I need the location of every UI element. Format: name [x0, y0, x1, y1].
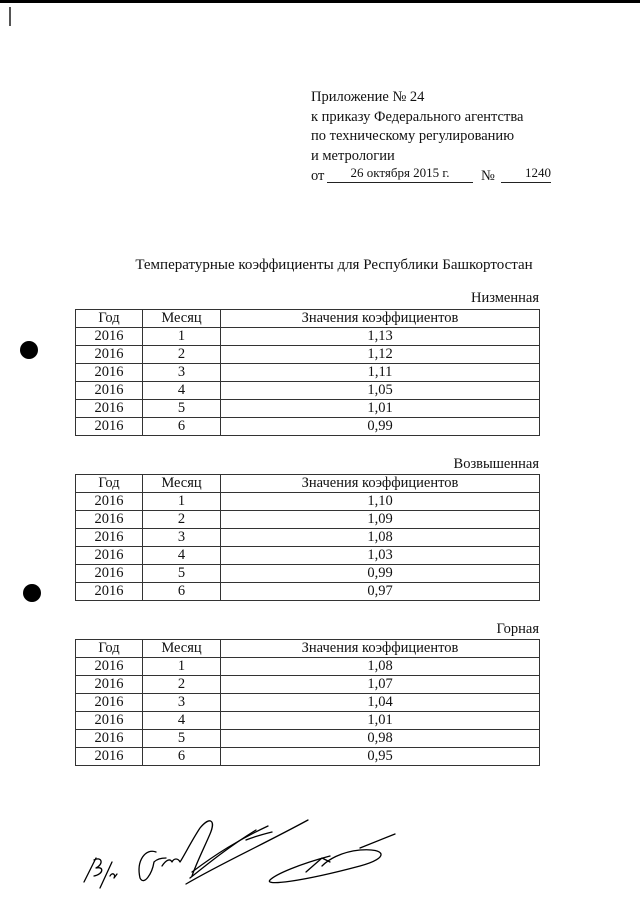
table-row [76, 511, 540, 529]
table-row [76, 694, 540, 712]
coefficients-table-lowland [75, 309, 540, 436]
cell-year: 2016 [76, 730, 143, 748]
cell-year: 2016 [76, 583, 143, 601]
cell-value: 0,95 [221, 748, 540, 766]
table-row [76, 400, 540, 418]
cell-year: 2016 [76, 712, 143, 730]
cell-year: 2016 [76, 511, 143, 529]
cell-year: 2016 [76, 748, 143, 766]
cell-month: 3 [143, 529, 221, 547]
date-prefix: от [311, 168, 325, 184]
order-number: 1240 [501, 163, 551, 183]
cell-year: 2016 [76, 676, 143, 694]
cell-value: 1,12 [221, 346, 540, 364]
table-row [76, 418, 540, 436]
cell-month: 6 [143, 748, 221, 766]
section-label-lowland: Низменная [471, 290, 539, 306]
cell-month: 5 [143, 400, 221, 418]
appendix-line: к приказу Федерального агентства [311, 108, 524, 125]
section-label-upland: Возвышенная [453, 456, 539, 472]
cell-value: 1,09 [221, 511, 540, 529]
table-row [76, 346, 540, 364]
scan-margin-mark [9, 7, 11, 26]
cell-value: 1,01 [221, 712, 540, 730]
cell-year: 2016 [76, 346, 143, 364]
cell-month: 1 [143, 328, 221, 346]
punch-hole-icon [20, 341, 38, 359]
table-row [76, 730, 540, 748]
signature [60, 800, 400, 905]
table-header-row [76, 640, 540, 658]
cell-year: 2016 [76, 658, 143, 676]
column-header-year: Год [76, 475, 143, 493]
appendix-line: и метрологии [311, 147, 395, 164]
cell-value: 0,98 [221, 730, 540, 748]
cell-value: 1,13 [221, 328, 540, 346]
column-header-month: Месяц [143, 310, 221, 328]
appendix-line: Приложение № 24 [311, 89, 425, 105]
column-header-year: Год [76, 310, 143, 328]
table-row [76, 748, 540, 766]
cell-month: 3 [143, 694, 221, 712]
table-row [76, 565, 540, 583]
cell-month: 2 [143, 676, 221, 694]
cell-value: 1,03 [221, 547, 540, 565]
order-date: 26 октября 2015 г. [327, 163, 473, 183]
punch-hole-icon [23, 584, 41, 602]
table-row [76, 547, 540, 565]
column-header-month: Месяц [143, 475, 221, 493]
table-row [76, 364, 540, 382]
cell-month: 4 [143, 712, 221, 730]
cell-value: 1,10 [221, 493, 540, 511]
cell-value: 1,04 [221, 694, 540, 712]
cell-value: 0,97 [221, 583, 540, 601]
cell-month: 4 [143, 547, 221, 565]
column-header-value: Значения коэффициентов [221, 475, 540, 493]
cell-month: 1 [143, 658, 221, 676]
cell-month: 3 [143, 364, 221, 382]
cell-month: 6 [143, 418, 221, 436]
column-header-year: Год [76, 640, 143, 658]
cell-month: 5 [143, 565, 221, 583]
cell-year: 2016 [76, 493, 143, 511]
table-row [76, 658, 540, 676]
table-header-row [76, 475, 540, 493]
cell-year: 2016 [76, 694, 143, 712]
column-header-value: Значения коэффициентов [221, 640, 540, 658]
cell-value: 1,01 [221, 400, 540, 418]
appendix-line: по техническому регулированию [311, 128, 515, 144]
appendix-block [311, 88, 551, 186]
column-header-value: Значения коэффициентов [221, 310, 540, 328]
table-row [76, 583, 540, 601]
table-row [76, 529, 540, 547]
cell-value: 1,11 [221, 364, 540, 382]
cell-value: 1,05 [221, 382, 540, 400]
table-row [76, 676, 540, 694]
signature-scribble-icon [60, 800, 400, 905]
cell-value: 0,99 [221, 418, 540, 436]
cell-year: 2016 [76, 328, 143, 346]
coefficients-table-mountain [75, 639, 540, 766]
document-title: Температурные коэффициенты для Республики Башкортостан [135, 257, 533, 273]
number-prefix: № [481, 168, 495, 184]
cell-month: 6 [143, 583, 221, 601]
cell-year: 2016 [76, 565, 143, 583]
cell-month: 2 [143, 511, 221, 529]
cell-month: 1 [143, 493, 221, 511]
column-header-month: Месяц [143, 640, 221, 658]
cell-year: 2016 [76, 382, 143, 400]
table-row [76, 712, 540, 730]
table-row [76, 328, 540, 346]
cell-year: 2016 [76, 529, 143, 547]
cell-value: 0,99 [221, 565, 540, 583]
cell-year: 2016 [76, 418, 143, 436]
cell-value: 1,07 [221, 676, 540, 694]
cell-month: 4 [143, 382, 221, 400]
scan-top-edge [0, 0, 640, 3]
cell-month: 5 [143, 730, 221, 748]
cell-year: 2016 [76, 364, 143, 382]
cell-year: 2016 [76, 400, 143, 418]
cell-value: 1,08 [221, 658, 540, 676]
order-date-line [311, 165, 551, 186]
cell-value: 1,08 [221, 529, 540, 547]
section-label-mountain: Горная [496, 621, 539, 637]
table-row [76, 493, 540, 511]
table-row [76, 382, 540, 400]
cell-year: 2016 [76, 547, 143, 565]
coefficients-table-upland [75, 474, 540, 601]
table-header-row [76, 310, 540, 328]
cell-month: 2 [143, 346, 221, 364]
